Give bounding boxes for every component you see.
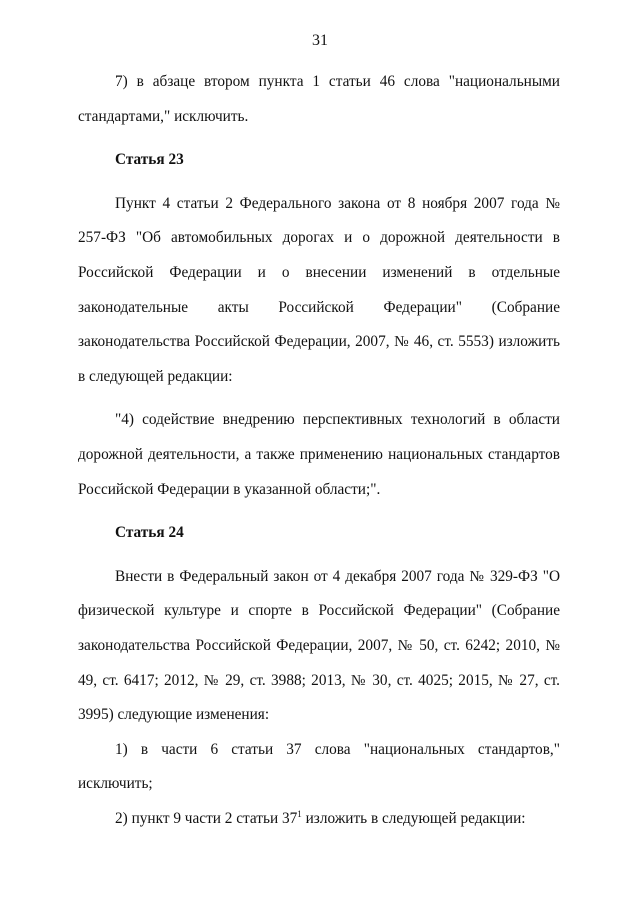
article-23-quoted-text: "4) содействие внедрению перспективных технологий в области дорожной деятельности, а также применению национальных стандартов Российской Федерации в указанной области;". [78, 411, 560, 498]
page-number: 31 [312, 32, 328, 49]
article-23-heading: Статья 23 [115, 151, 184, 169]
article-24-item-2 [78, 802, 560, 837]
item-2-text-after: изложить в следующей редакции: [301, 809, 526, 827]
article-23-paragraph: Пункт 4 статьи 2 Федерального закона от 8 ноября 2007 года № 257-ФЗ "Об автомобильных дорогах и о дорожной деятельности в Российской Федерации и о внесении изменений в отдельные законодательные акты Российской Федерации" (Собрание законодательства Российской Федерации, 2007, № 46, ст. 5553) изложить в следующей редакции: [78, 194, 560, 385]
item-2-superscript: 1 [297, 808, 302, 819]
article-24-item-1: 1) в части 6 статьи 37 слова "национальных стандартов," исключить; [78, 740, 560, 793]
paragraph-item-7: 7) в абзаце втором пункта 1 статьи 46 слова "национальными стандартами," исключить. [78, 73, 560, 125]
document-body [78, 65, 560, 836]
article-24-paragraph: Внести в Федеральный закон от 4 декабря 2007 года № 329-ФЗ "О физической культуре и спорте в Российской Федерации" (Собрание законодательства Российской Федерации, 2007, № 50, ст. 6242; 2010, № 49, ст. 6417; 2012, № 29, ст. 3988; 2013, № 30, ст. 4025; 2015, № 27, ст. 3995) следующие изменения: [78, 567, 560, 724]
article-24-heading: Статья 24 [115, 524, 184, 542]
item-2-text-before: 2) пункт 9 части 2 статьи 37 [115, 809, 298, 827]
